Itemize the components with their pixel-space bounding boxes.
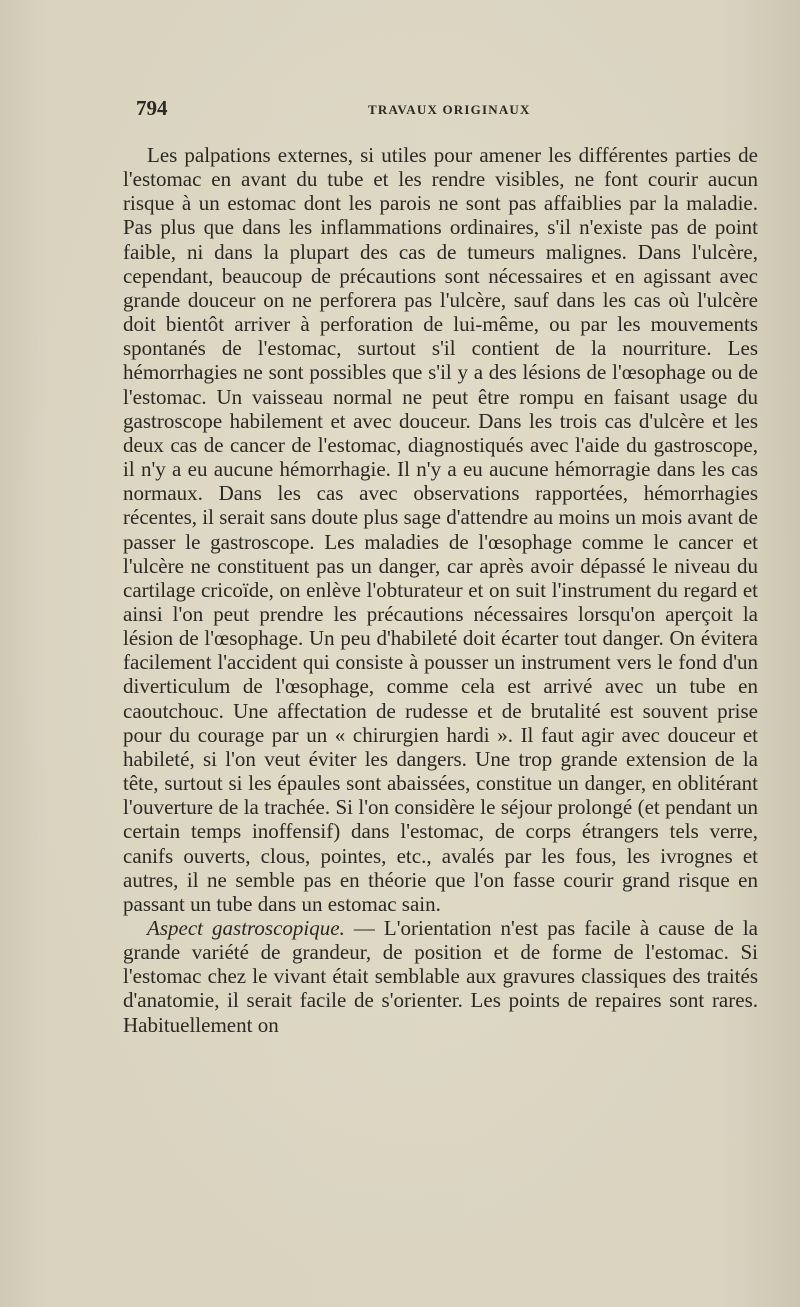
page-header [136, 96, 756, 130]
body-text [123, 143, 758, 1037]
page-number: 794 [136, 96, 168, 120]
running-title: TRAVAUX ORIGINAUX [368, 102, 531, 117]
paragraph-palpations: Les palpations externes, si utiles pour amener les différentes parties de l'estomac en avant du tube et les rendre visibles, ne font courir aucun risque à un estomac dont les parois ne sont pas affaiblies par la maladie. Pas plus que dans les inflammations ordinaires, s'il n'existe pas de point faible, ni dans la plupart des cas de tumeurs malignes. Dans l'ulcère, cependant, beaucoup de précautions sont nécessaires et en agissant avec grande douceur on ne perforera pas l'ulcère, sauf dans les cas où l'ulcère doit bientôt arriver à perforation de lui-même, ou par les mouvements spontanés de l'estomac, surtout s'il contient de la nourriture. Les hémorrhagies ne sont possibles que s'il y a des lésions de l'œsophage ou de l'estomac. Un vaisseau normal ne peut être rompu en faisant usage du gastroscope habilement et avec douceur. Dans les trois cas d'ulcère et les deux cas de cancer de l'estomac, diagnostiqués avec l'aide du gastroscope, il n'y a eu aucune hémorrhagie. Il n'y a eu aucune hémorragie dans les cas normaux. Dans les cas avec observations rapportées, hémorrhagies récentes, il serait sans doute plus sage d'attendre au moins un mois avant de passer le gastroscope. Les maladies de l'œsophage comme le cancer et l'ulcère ne constituent pas un danger, car après avoir dépassé le niveau du cartilage cricoïde, on enlève l'obturateur et on suit l'instrument du regard et ainsi l'on peut prendre les précautions nécessaires lorsqu'on aperçoit la lésion de l'œsophage. Un peu d'habileté doit écarter tout danger. On évitera facilement l'accident qui consiste à pousser un instrument vers le fond d'un diverticulum de l'œsophage, comme cela est arrivé avec un tube en caoutchouc. Une affectation de rudesse et de brutalité est souvent prise pour du courage par un « chirurgien hardi ». Il faut agir avec douceur et habileté, si l'on veut éviter les dangers. Une trop grande extension de la tête, surtout si les épaules sont abaissées, constitue un danger, en oblitérant l'ouverture de la trachée. Si l'on considère le séjour prolongé (et pendant un certain temps inoffensif) dans l'estomac, de corps étrangers tels verre, canifs ouverts, clous, pointes, etc., avalés par les fous, les ivrognes et autres, il ne semble pas en théorie que l'on fasse courir grand risque en passant un tube dans un estomac sain. [123, 143, 758, 916]
paragraph-text: — L'orientation n'est pas facile à cause de la grande variété de grandeur, de position et de forme de l'estomac. Si l'estomac chez le vivant était semblable aux gravures classiques des traités d'anatomie, il serait facile de s'orienter. Les points de repaires sont rares. Habituellement on [123, 916, 758, 1037]
paragraph-aspect-gastroscopique [123, 916, 758, 1037]
section-heading-inline: Aspect gastroscopique. [147, 916, 345, 940]
